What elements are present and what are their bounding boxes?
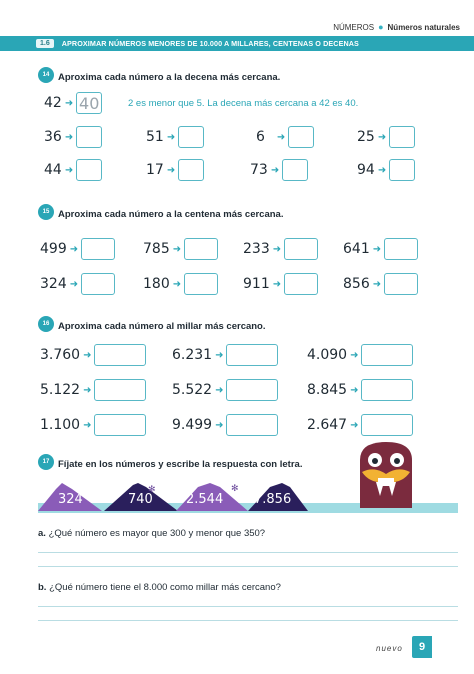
answer-item	[146, 126, 204, 148]
answer-box[interactable]	[184, 238, 218, 260]
item-number: 3.760	[40, 347, 81, 363]
answer-box[interactable]	[81, 273, 115, 295]
item-number: 499	[40, 241, 67, 257]
answer-item	[146, 159, 204, 181]
example-item	[44, 92, 102, 114]
answer-item	[243, 238, 318, 260]
answer-box[interactable]	[361, 414, 413, 436]
answer-box[interactable]	[178, 126, 204, 148]
arrow-icon: ➜	[172, 243, 182, 255]
answer-box[interactable]	[184, 273, 218, 295]
answer-item	[40, 238, 115, 260]
answer-line[interactable]	[38, 620, 458, 621]
arrow-icon: ➜	[83, 349, 92, 361]
arrow-icon: ➜	[372, 278, 382, 290]
example-number: 42	[44, 95, 62, 111]
answer-item	[44, 159, 102, 181]
item-number: 6	[256, 129, 265, 145]
arrow-icon: ➜	[64, 164, 74, 176]
answer-item	[143, 273, 218, 295]
answer-box[interactable]	[384, 238, 418, 260]
answer-item	[357, 126, 415, 148]
answer-box[interactable]	[76, 159, 102, 181]
section-title: APROXIMAR NÚMEROS MENORES DE 10.000 A MILLARES, CENTENAS O DECENAS	[61, 39, 359, 48]
answer-box[interactable]	[284, 273, 318, 295]
answer-item	[343, 273, 418, 295]
arrow-icon: ➜	[215, 419, 224, 431]
arrow-icon: ➜	[69, 243, 79, 255]
exercise-title-16: Aproxima cada número al millar más cercano.	[58, 321, 266, 332]
section-bar	[0, 36, 474, 51]
question-label: a.	[38, 528, 46, 539]
answer-box[interactable]	[284, 238, 318, 260]
sparkle-icon: ✻	[231, 484, 239, 494]
example-answer-box	[76, 92, 102, 114]
answer-box[interactable]	[361, 344, 413, 366]
arrow-icon: ➜	[69, 278, 79, 290]
arrow-icon: ➜	[276, 131, 286, 143]
answer-box[interactable]	[389, 126, 415, 148]
subtopic-label: Números naturales	[387, 22, 460, 32]
monster-illustration	[354, 438, 418, 510]
topic-label: NÚMEROS	[333, 22, 375, 32]
exercise-title-17: Fíjate en los números y escribe la respuesta con letra.	[58, 459, 303, 470]
answer-box[interactable]	[389, 159, 415, 181]
arrow-icon: ➜	[272, 243, 282, 255]
answer-item	[44, 126, 102, 148]
answer-item	[243, 273, 318, 295]
answer-item	[172, 379, 278, 401]
answer-item	[172, 414, 278, 436]
running-header	[333, 22, 460, 32]
example-explanation: 2 es menor que 5. La decena más cercana a 42 es 40.	[128, 98, 359, 109]
answer-item	[357, 159, 415, 181]
answer-item	[143, 238, 218, 260]
arrow-icon: ➜	[83, 419, 92, 431]
exercise-badge-16: 16	[38, 316, 54, 332]
arrow-icon: ➜	[166, 131, 176, 143]
page-number: 9	[412, 636, 432, 658]
answer-box[interactable]	[226, 344, 278, 366]
arrow-icon: ➜	[377, 164, 387, 176]
mountain-number: 2.544	[186, 492, 224, 507]
item-number: 785	[143, 241, 170, 257]
item-number: 73	[250, 162, 268, 178]
answer-box[interactable]	[226, 379, 278, 401]
question-b	[38, 582, 281, 593]
brand-logo: nuevo	[376, 644, 403, 653]
arrow-icon: ➜	[270, 164, 280, 176]
item-number: 1.100	[40, 417, 81, 433]
arrow-icon: ➜	[215, 349, 224, 361]
answer-line[interactable]	[38, 552, 458, 553]
item-number: 25	[357, 129, 375, 145]
answer-box[interactable]	[76, 126, 102, 148]
arrow-icon: ➜	[272, 278, 282, 290]
item-number: 233	[243, 241, 270, 257]
answer-box[interactable]	[94, 344, 146, 366]
question-text: ¿Qué número es mayor que 300 y menor que 350?	[48, 528, 266, 539]
arrow-icon: ➜	[372, 243, 382, 255]
answer-item	[172, 344, 278, 366]
item-number: 44	[44, 162, 62, 178]
answer-box[interactable]	[226, 414, 278, 436]
answer-box[interactable]	[81, 238, 115, 260]
item-number: 5.522	[172, 382, 213, 398]
arrow-icon: ➜	[64, 131, 74, 143]
exercise-title-14: Aproxima cada número a la decena más cercana.	[58, 72, 281, 83]
answer-box[interactable]	[178, 159, 204, 181]
answer-box[interactable]	[282, 159, 308, 181]
exercise-badge-14: 14	[38, 67, 54, 83]
question-label: b.	[38, 582, 47, 593]
item-number: 9.499	[172, 417, 213, 433]
item-number: 8.845	[307, 382, 348, 398]
arrow-icon: ➜	[215, 384, 224, 396]
item-number: 5.122	[40, 382, 81, 398]
item-number: 856	[343, 276, 370, 292]
exercise-badge-15: 15	[38, 204, 54, 220]
item-number: 324	[40, 276, 67, 292]
mountain-number: 740	[128, 492, 153, 507]
answer-item	[343, 238, 418, 260]
mountain-number: 7.856	[254, 492, 292, 507]
item-number: 4.090	[307, 347, 348, 363]
exercise-badge-17: 17	[38, 454, 54, 470]
answer-item	[40, 344, 146, 366]
arrow-icon: ➜	[377, 131, 387, 143]
answer-item	[40, 379, 146, 401]
answer-box[interactable]	[94, 414, 146, 436]
section-number: 1.6	[36, 39, 54, 48]
answer-box[interactable]	[94, 379, 146, 401]
arrow-icon: ➜	[64, 97, 74, 109]
arrow-icon: ➜	[172, 278, 182, 290]
arrow-icon: ➜	[83, 384, 92, 396]
answer-item	[40, 414, 146, 436]
answer-box[interactable]	[361, 379, 413, 401]
item-number: 2.647	[307, 417, 348, 433]
arrow-icon: ➜	[350, 349, 359, 361]
monster-pupil	[394, 458, 400, 464]
answer-line[interactable]	[38, 566, 458, 567]
item-number: 51	[146, 129, 164, 145]
arrow-icon: ➜	[350, 384, 359, 396]
monster-pupil	[372, 458, 378, 464]
item-number: 94	[357, 162, 375, 178]
answer-item	[307, 344, 413, 366]
item-number: 36	[44, 129, 62, 145]
arrow-icon: ➜	[350, 419, 359, 431]
sparkle-icon: ✻	[148, 485, 156, 495]
answer-line[interactable]	[38, 606, 458, 607]
answer-item	[40, 273, 115, 295]
answer-item	[307, 414, 413, 436]
answer-box[interactable]	[384, 273, 418, 295]
answer-item	[250, 159, 308, 181]
question-a	[38, 528, 265, 539]
mountain-number: 324	[58, 492, 83, 507]
bullet-icon: ●	[378, 22, 384, 32]
question-text: ¿Qué número tiene el 8.000 como millar más cercano?	[49, 582, 281, 593]
item-number: 641	[343, 241, 370, 257]
item-number: 6.231	[172, 347, 213, 363]
exercise-title-15: Aproxima cada número a la centena más cercana.	[58, 209, 284, 220]
item-number: 180	[143, 276, 170, 292]
item-number: 911	[243, 276, 270, 292]
arrow-icon: ➜	[166, 164, 176, 176]
example-answer: 40	[79, 93, 100, 113]
answer-box[interactable]	[288, 126, 314, 148]
answer-item	[256, 126, 314, 148]
answer-item	[307, 379, 413, 401]
item-number: 17	[146, 162, 164, 178]
